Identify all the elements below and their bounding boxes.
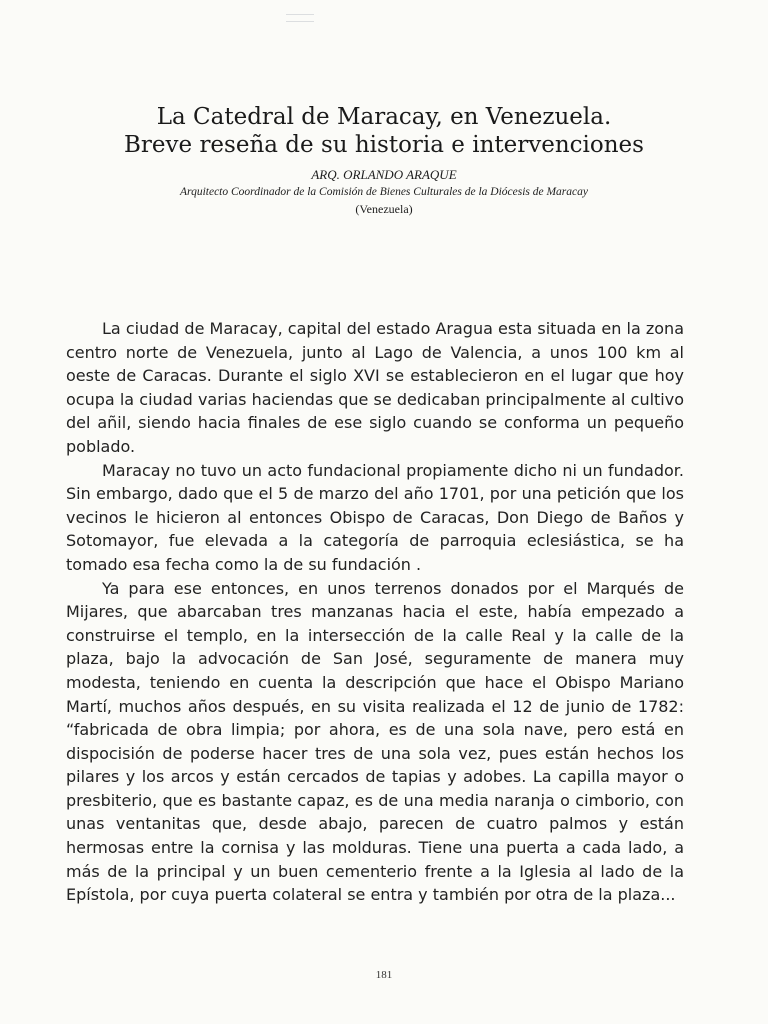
page-number: 181 (375, 969, 393, 981)
article-body (66, 317, 684, 907)
article-title (60, 103, 708, 159)
paragraph: La ciudad de Maracay, capital del estado Aragua esta situada en la zona centro norte de Venezuela, junto al Lago de Valencia, a unos 100 km al oeste de Caracas. Durante el siglo XVI se establecieron en el lugar que hoy ocupa la ciudad varias haciendas que se dedicaban principalmente al cultivo del añil, siendo hacia finales de ese siglo cuando se conforma un pequeño poblado. (66, 319, 684, 456)
title-line-2: Breve reseña de su historia e intervenciones (124, 132, 644, 158)
title-line-1: La Catedral de Maracay, en Venezuela. (156, 104, 612, 130)
author-name: ARQ. ORLANDO ARAQUE (311, 167, 457, 182)
article-header (60, 103, 708, 217)
author-country: (Venezuela) (355, 202, 413, 216)
scan-artifact (286, 14, 314, 22)
paragraph: Maracay no tuvo un acto fundacional propiamente dicho ni un fundador. Sin embargo, dado que el 5 de marzo del año 1701, por una petición que los vecinos le hicieron al entonces Obispo de Caracas, Don Diego de Baños y Sotomayor, fue elevada a la categoría de parroquia eclesiástica, se ha tomado esa fecha como la de su fundación . (66, 460, 684, 574)
paragraph: Ya para ese entonces, en unos terrenos donados por el Marqués de Mijares, que abarcaban tres manzanas hacia el este, había empezado a construirse el templo, en la intersección de la calle Real y la calle de la plaza, bajo la advocación de San José, seguramente de manera muy modesta, teniendo en cuenta la descripción que hace el Obispo Mariano Martí, muchos años después, en su visita realizada el 12 de junio de 1782: “fabricada de obra limpia; por ahora, es de una sola nave, pero está en dispocisión de poderse hacer tres de una sola vez, pues están hechos los pilares y los arcos y están cercados de tapias y adobes. La capilla mayor o presbiterio, que es bastante capaz, es de una media naranja o cimborio, con unas ventanitas que, desde abajo, parecen de cuatro palmos y están hermosas entre la cornisa y las molduras. Tiene una puerta a cada lado, a más de la principal y un buen cementerio frente a la Iglesia al lado de la Epístola, por cuya puerta colateral se entra y también por otra de la plaza... (66, 578, 684, 905)
author-affiliation: Arquitecto Coordinador de la Comisión de Bienes Culturales de la Diócesis de Maracay (180, 186, 588, 198)
